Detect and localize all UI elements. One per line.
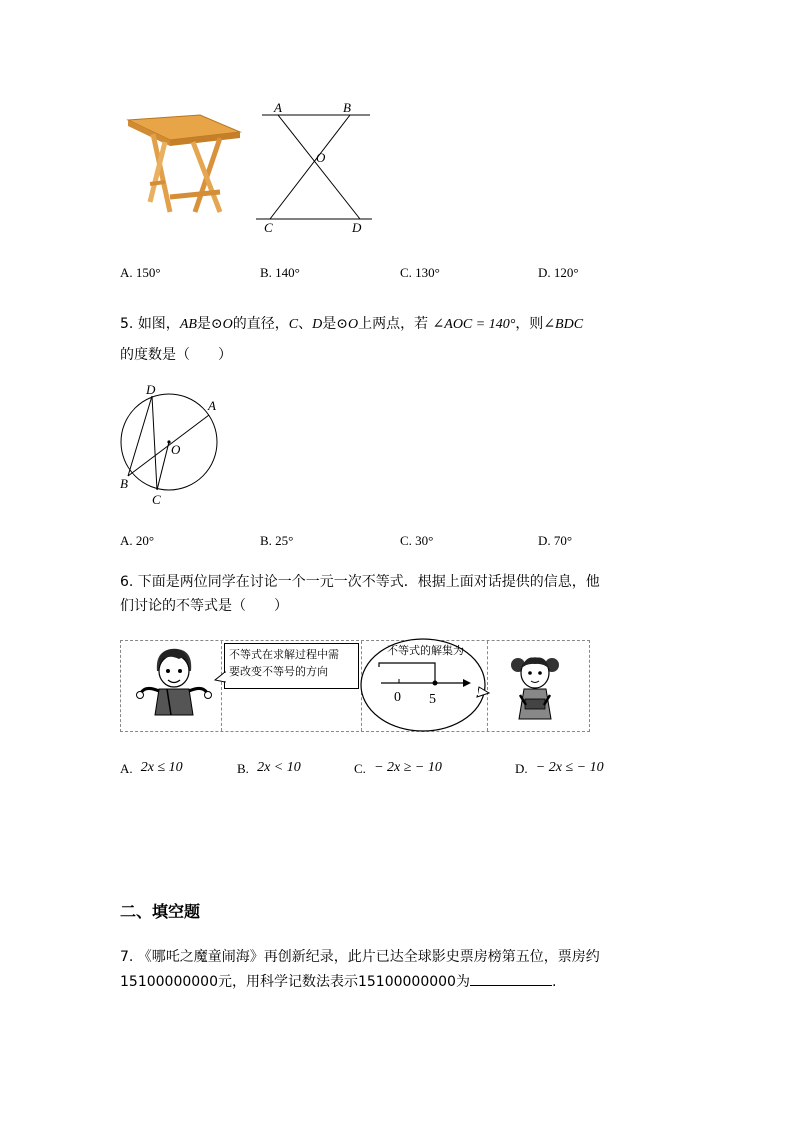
q5-option-b: B. 25° xyxy=(260,533,294,548)
bubble-left-line1: 不等式在求解过程中需 xyxy=(229,648,339,661)
circle-o: ⊙O xyxy=(210,317,233,332)
label-c: C xyxy=(264,220,273,235)
q5-stem-line2: 的度数是（ ） xyxy=(120,347,232,363)
q5-then: ，则 xyxy=(515,316,544,332)
q7-line2-text: 15100000000元，用科学记数法表示15100000000为 xyxy=(120,974,470,990)
q6-option-a-letter: A. xyxy=(120,761,133,776)
q6-option-c-expr: − 2x ≥ − 10 xyxy=(374,760,442,775)
q6-option-d xyxy=(515,761,604,778)
q5-diam: 的直径， xyxy=(232,316,289,332)
q6-stem-line1: 6. 下面是两位同学在讨论一个一元一次不等式．根据上面对话提供的信息，他 xyxy=(120,574,600,590)
label-d: D xyxy=(146,382,156,397)
q6-option-d-expr: − 2x ≤ − 10 xyxy=(535,760,604,775)
q6-option-a xyxy=(120,761,183,778)
q5-is: 是 xyxy=(196,316,211,332)
q4-option-a: A. 150° xyxy=(120,265,161,280)
circle-o2: ⊙O xyxy=(336,317,359,332)
dialogue-panel xyxy=(120,640,590,732)
speech-bubble-right xyxy=(359,635,491,739)
q6-option-b xyxy=(237,761,301,778)
q6-option-c-letter: C. xyxy=(354,761,366,776)
q6-option-a-expr: 2x ≤ 10 xyxy=(140,760,183,775)
angle-bdc: ∠BDC xyxy=(543,317,584,332)
q5-sep: 、 xyxy=(298,316,313,332)
q5-option-a: A. 20° xyxy=(120,533,155,548)
q4-option-c: C. 130° xyxy=(400,265,440,280)
numberline-zero: 0 xyxy=(394,690,401,705)
q7-answer-blank[interactable] xyxy=(470,971,552,986)
boy-cartoon xyxy=(133,643,213,727)
label-o: O xyxy=(316,150,326,165)
bubble-left-tail xyxy=(214,671,228,685)
q5-number: 5. xyxy=(120,316,134,332)
numberline-five: 5 xyxy=(429,692,436,707)
label-o: O xyxy=(171,442,181,457)
label-d: D xyxy=(352,220,362,235)
q5-stem-text: 如图， xyxy=(137,316,180,332)
q7-stem-line2 xyxy=(120,971,556,991)
q4-option-b: B. 140° xyxy=(260,265,300,280)
q5-option-d: D. 70° xyxy=(538,533,573,548)
bubble-right-title: 不等式的解集为 xyxy=(387,644,464,657)
angle-aoc: ∠AOC = 140° xyxy=(432,317,516,332)
q4-option-d: D. 120° xyxy=(538,265,579,280)
bubble-left-line2: 要改变不等号的方向 xyxy=(229,665,328,678)
seg-ab: AB xyxy=(179,317,197,332)
q6-option-d-letter: D. xyxy=(515,761,528,776)
speech-bubble-left xyxy=(224,643,359,689)
q5-is2: 是 xyxy=(322,316,337,332)
q7-line2-end: . xyxy=(551,974,557,990)
section-title: 二、填空题 xyxy=(120,902,201,921)
q6-option-c xyxy=(354,761,442,778)
circle-diagram xyxy=(112,380,227,510)
point-d: D xyxy=(312,317,323,332)
label-a: A xyxy=(208,398,216,413)
label-c: C xyxy=(152,492,161,507)
label-b: B xyxy=(343,100,351,115)
q5-option-c: C. 30° xyxy=(400,533,434,548)
q6-option-b-expr: 2x < 10 xyxy=(257,760,301,775)
point-c: C xyxy=(288,317,299,332)
q6-stem-line2: 们讨论的不等式是（ ） xyxy=(120,598,288,614)
q7-stem-line1: 7. 《哪吒之魔童闹海》再创新纪录，此片已达全球影史票房榜第五位，票房约 xyxy=(120,949,600,965)
label-b: B xyxy=(120,476,128,491)
girl-cartoon xyxy=(496,645,576,731)
q6-option-b-letter: B. xyxy=(237,761,249,776)
label-a: A xyxy=(274,100,282,115)
q5-two-points: 上两点，若 xyxy=(358,316,429,332)
folding-table-photo xyxy=(125,112,245,227)
q5-stem-line1 xyxy=(120,313,583,333)
parallel-lines-diagram xyxy=(250,98,380,238)
